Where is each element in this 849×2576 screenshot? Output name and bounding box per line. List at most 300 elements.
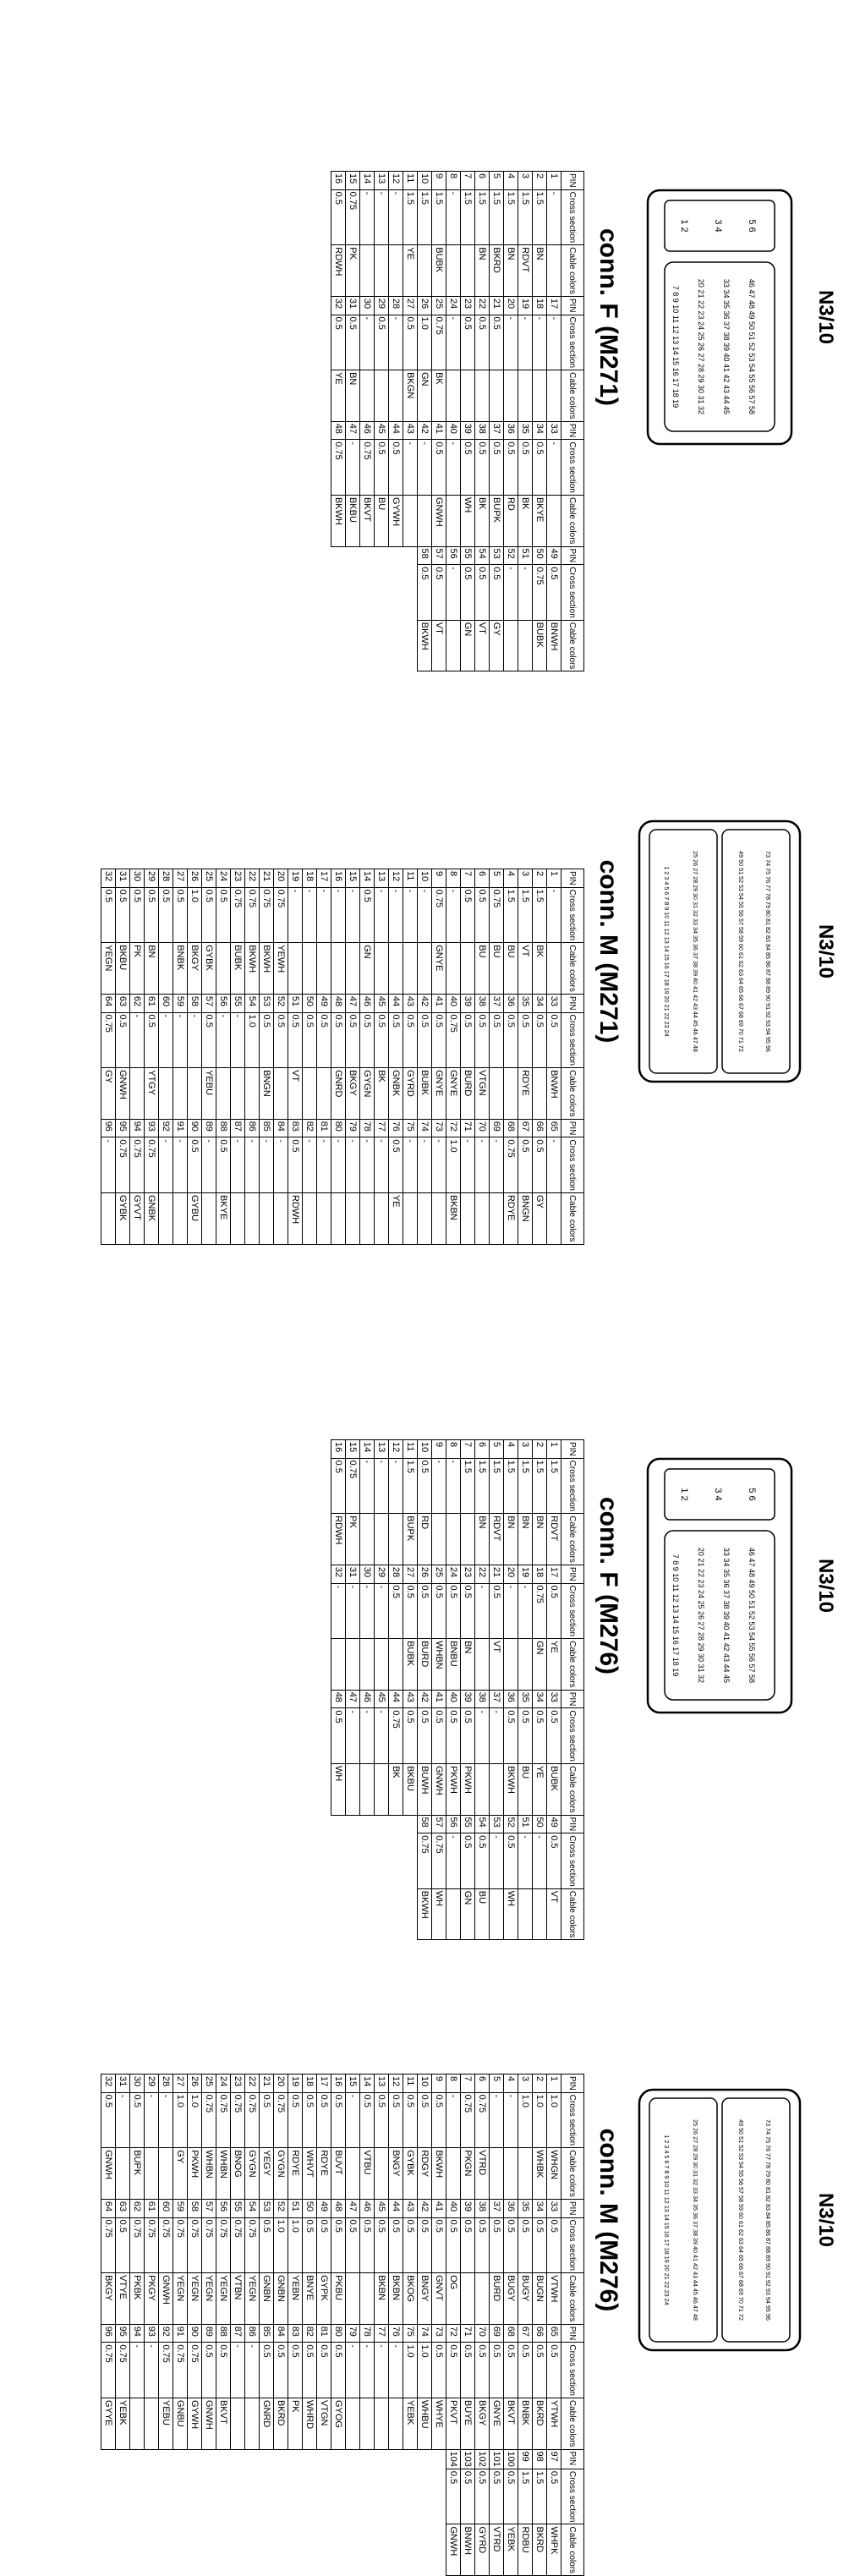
- pin-cell: 68: [504, 1119, 518, 1137]
- cable-color-cell: YEGN: [216, 2273, 231, 2325]
- cable-color-cell: [418, 245, 432, 297]
- cross-section-cell: 1.5: [490, 1458, 504, 1514]
- empty-cell: [202, 2449, 216, 2469]
- cable-color-cell: YEGN: [173, 2273, 188, 2325]
- cable-color-cell: BURD: [461, 1068, 475, 1120]
- cable-color-cell: [360, 1639, 375, 1691]
- cross-section-cell: -: [173, 1012, 188, 1068]
- column-header: Cross section: [561, 315, 584, 370]
- cable-color-cell: [346, 943, 360, 995]
- cross-section-cell: -: [446, 189, 461, 245]
- cable-color-cell: PKVT: [446, 2398, 461, 2449]
- pin-cell: 104: [446, 2449, 461, 2469]
- pin-cell: 26: [188, 2075, 202, 2093]
- cable-color-cell: [533, 370, 547, 422]
- cable-color-cell: [360, 245, 375, 297]
- pin-cell: 41: [432, 994, 446, 1012]
- cross-section-cell: -: [317, 1137, 331, 1193]
- cross-section-cell: 0.5: [274, 1012, 288, 1068]
- cross-section-cell: -: [159, 1012, 173, 1068]
- empty-cell: [245, 2469, 260, 2524]
- empty-cell: [403, 2449, 418, 2469]
- pin-cell: 17: [547, 296, 561, 315]
- table-row: [188, 869, 202, 1245]
- cross-section-cell: 0.5: [432, 2092, 446, 2148]
- cross-section-cell: 0.75: [216, 2092, 231, 2148]
- pin-cell: 10: [418, 2075, 432, 2093]
- cable-color-cell: BKBN: [446, 1192, 461, 1244]
- cross-section-cell: -: [346, 1708, 360, 1764]
- cross-section-cell: 0.5: [490, 1583, 504, 1639]
- pin-cell: 15: [346, 172, 360, 190]
- pin-cell: 22: [245, 869, 260, 888]
- cross-section-cell: 0.5: [403, 2092, 418, 2148]
- pin-cell: 50: [533, 1815, 547, 1833]
- section-header: N3/10: [814, 1558, 837, 1614]
- table-row: [418, 2075, 432, 2576]
- empty-cell: [288, 2524, 303, 2576]
- pin-cell: 71: [461, 1119, 475, 1137]
- cable-color-cell: BN: [145, 943, 159, 995]
- cable-color-cell: RDGY: [418, 2148, 432, 2200]
- pin-cell: 84: [274, 2324, 288, 2343]
- cross-section-cell: -: [216, 1012, 231, 1068]
- cable-color-cell: PKGY: [145, 2273, 159, 2325]
- cable-color-cell: [216, 1068, 231, 1120]
- cable-color-cell: [518, 2148, 533, 2200]
- table-row: [418, 172, 432, 671]
- cross-section-cell: -: [245, 2343, 260, 2398]
- cable-color-cell: VT: [490, 1639, 504, 1691]
- pin-cell: 14: [360, 869, 375, 888]
- pin-cell: 81: [317, 1119, 331, 1137]
- cable-color-cell: [346, 1639, 360, 1691]
- pin-cell: 39: [461, 1690, 475, 1708]
- cable-color-cell: BKWH: [260, 943, 274, 995]
- column-header: PIN: [561, 2075, 584, 2093]
- cable-color-cell: BNBU: [446, 1639, 461, 1691]
- table-row: [490, 2075, 504, 2576]
- pin-cell: 18: [303, 2075, 317, 2093]
- empty-cell: [375, 1815, 389, 1833]
- empty-cell: [346, 1815, 360, 1833]
- pin-cell: 83: [288, 1119, 303, 1137]
- cable-color-cell: BK: [533, 943, 547, 995]
- pin-cell: 34: [533, 1690, 547, 1708]
- cross-section-cell: 0.5: [331, 2217, 346, 2273]
- cable-color-cell: BU: [518, 1763, 533, 1815]
- cable-color-cell: RDWH: [331, 245, 346, 297]
- cable-color-cell: RDYE: [317, 2148, 331, 2200]
- pin-cell: 25: [432, 1565, 446, 1583]
- cable-color-cell: RDBU: [518, 2524, 533, 2576]
- cable-color-cell: [173, 1068, 188, 1120]
- cross-section-cell: 1.0: [173, 2092, 188, 2148]
- cross-section-cell: 0.5: [490, 315, 504, 370]
- cross-section-cell: 0.5: [518, 1137, 533, 1193]
- cable-color-cell: VT: [432, 620, 446, 671]
- cable-color-cell: [274, 1068, 288, 1120]
- cable-color-cell: PK: [130, 943, 145, 995]
- table-row: [245, 869, 260, 1245]
- cable-color-cell: GNWH: [116, 1068, 130, 1120]
- table-row: [375, 869, 389, 1245]
- pin-cell: 87: [231, 1119, 245, 1137]
- cable-color-cell: WH: [331, 1763, 346, 1815]
- cross-section-cell: 0.5: [360, 887, 375, 943]
- cable-color-cell: PKBU: [331, 2273, 346, 2325]
- cross-section-cell: 0.5: [145, 887, 159, 943]
- connector-pinout: [631, 182, 808, 452]
- pin-cell: 17: [317, 2075, 331, 2093]
- table-row: [446, 1440, 461, 1940]
- cross-section-cell: 0.75: [461, 2092, 475, 2148]
- pin-cell: 102: [475, 2449, 490, 2469]
- cross-section-cell: -: [331, 887, 346, 943]
- empty-cell: [231, 2469, 245, 2524]
- cable-color-cell: [547, 1192, 561, 1244]
- cable-color-cell: YE: [547, 1639, 561, 1691]
- pin-cell: 33: [547, 994, 561, 1012]
- pin-cell: 52: [504, 546, 518, 565]
- empty-cell: [389, 565, 403, 621]
- cross-section-cell: 0.5: [547, 1583, 561, 1639]
- pin-number-row: 1 2: [679, 219, 689, 233]
- pin-cell: 44: [389, 2199, 403, 2217]
- pin-cell: 23: [461, 296, 475, 315]
- empty-cell: [360, 2469, 375, 2524]
- cable-color-cell: [245, 1192, 260, 1244]
- cable-color-cell: YEGN: [101, 943, 116, 995]
- cross-section-cell: 1.0: [418, 315, 432, 370]
- column-header: Cable colors: [561, 245, 584, 297]
- empty-cell: [418, 2449, 432, 2469]
- cross-section-cell: 0.75: [202, 2217, 216, 2273]
- cross-section-cell: 0.5: [518, 1708, 533, 1764]
- table-row: [116, 2075, 130, 2576]
- cross-section-cell: 0.5: [389, 1137, 403, 1193]
- empty-cell: [245, 2524, 260, 2576]
- cable-color-cell: WHBN: [432, 1639, 446, 1691]
- pin-cell: 32: [331, 296, 346, 315]
- cross-section-cell: 0.5: [260, 2092, 274, 2148]
- pin-cell: 17: [547, 1565, 561, 1583]
- column-header: Cross section: [561, 2469, 584, 2524]
- pin-cell: 21: [260, 869, 274, 888]
- cross-section-cell: -: [475, 1708, 490, 1764]
- column-header: Cable colors: [561, 495, 584, 546]
- cross-section-cell: 0.75: [145, 1137, 159, 1193]
- cable-color-cell: VTWH: [547, 2273, 561, 2325]
- pin-cell: 20: [274, 869, 288, 888]
- cable-color-cell: [403, 1192, 418, 1244]
- pin-cell: 47: [346, 2199, 360, 2217]
- pin-cell: 19: [288, 869, 303, 888]
- cross-section-cell: 0.5: [216, 1137, 231, 1193]
- cable-color-cell: [360, 1192, 375, 1244]
- cross-section-cell: 0.5: [317, 2092, 331, 2148]
- cable-color-cell: RDVT: [490, 1514, 504, 1565]
- pin-cell: 45: [375, 994, 389, 1012]
- cable-color-cell: VTRD: [490, 2524, 504, 2576]
- table-row: [547, 869, 561, 1245]
- empty-cell: [360, 546, 375, 565]
- cross-section-cell: -: [547, 440, 561, 496]
- pin-cell: 41: [432, 2199, 446, 2217]
- cable-color-cell: BUPK: [490, 495, 504, 546]
- table-row: [533, 869, 547, 1245]
- cross-section-cell: 0.5: [260, 2217, 274, 2273]
- cable-color-cell: BUYE: [461, 2398, 475, 2449]
- cross-section-cell: 0.5: [375, 2092, 389, 2148]
- table-row: [360, 2075, 375, 2576]
- table-row: [303, 869, 317, 1245]
- pin-cell: 68: [504, 2324, 518, 2343]
- pin-cell: 69: [490, 2324, 504, 2343]
- table-row: [403, 1440, 418, 1940]
- section-header: N3/10: [814, 2192, 837, 2248]
- empty-cell: [274, 2469, 288, 2524]
- pin-cell: 74: [418, 1119, 432, 1137]
- cable-color-cell: YEGN: [245, 2273, 260, 2325]
- pin-number-row: 1 2: [679, 1488, 689, 1501]
- cross-section-cell: 1.5: [418, 189, 432, 245]
- pin-cell: 91: [173, 1119, 188, 1137]
- pin-cell: 20: [274, 2075, 288, 2093]
- pin-cell: 11: [403, 172, 418, 190]
- table-row: [274, 2075, 288, 2576]
- cross-section-cell: -: [389, 1458, 403, 1514]
- cross-section-cell: 0.75: [173, 2343, 188, 2398]
- cross-section-cell: 1.0: [446, 1137, 461, 1193]
- pin-cell: 56: [216, 2199, 231, 2217]
- cross-section-cell: 0.75: [101, 1012, 116, 1068]
- pin-cell: 22: [475, 1565, 490, 1583]
- cross-section-cell: 1.5: [461, 189, 475, 245]
- cross-section-cell: 0.5: [504, 440, 518, 496]
- cable-color-cell: RD: [418, 1514, 432, 1565]
- cable-color-cell: BN: [533, 245, 547, 297]
- pin-cell: 61: [145, 2199, 159, 2217]
- column-header: Cable colors: [561, 1888, 584, 1940]
- cross-section-cell: -: [547, 189, 561, 245]
- cross-section-cell: 1.5: [518, 189, 533, 245]
- cross-section-cell: 0.5: [461, 315, 475, 370]
- cable-color-cell: PK: [288, 2398, 303, 2449]
- cross-section-cell: 0.5: [490, 1012, 504, 1068]
- pin-cell: 7: [461, 1440, 475, 1459]
- cross-section-cell: 0.75: [432, 1833, 446, 1889]
- table-row: [504, 869, 518, 1245]
- cross-section-cell: 0.75: [418, 1833, 432, 1889]
- column-header: Cross section: [561, 1137, 584, 1193]
- cable-color-cell: [518, 370, 533, 422]
- cable-color-cell: [159, 2148, 173, 2200]
- cable-color-cell: BUBK: [533, 620, 547, 671]
- cable-color-cell: BKBU: [116, 943, 130, 995]
- pin-cell: 77: [375, 1119, 389, 1137]
- cable-color-cell: YEGN: [202, 2273, 216, 2325]
- cross-section-cell: 0.5: [288, 1012, 303, 1068]
- cable-color-cell: [245, 1068, 260, 1120]
- cable-color-cell: [389, 943, 403, 995]
- empty-cell: [317, 2524, 331, 2576]
- pin-cell: 18: [303, 869, 317, 888]
- cross-section-cell: -: [547, 1137, 561, 1193]
- pin-cell: 88: [216, 2324, 231, 2343]
- cross-section-cell: 0.5: [432, 440, 446, 496]
- pin-cell: 57: [432, 546, 446, 565]
- column-header: Cable colors: [561, 2273, 584, 2325]
- cross-section-cell: 0.75: [101, 2343, 116, 2398]
- cross-section-cell: 0.5: [101, 2092, 116, 2148]
- pin-cell: 26: [188, 869, 202, 888]
- cable-color-cell: BKWH: [331, 495, 346, 546]
- cable-color-cell: [375, 1639, 389, 1691]
- cross-section-cell: -: [490, 2092, 504, 2148]
- cross-section-cell: -: [446, 565, 461, 621]
- pin-cell: 94: [130, 2324, 145, 2343]
- pin-number-row: 5 6: [747, 219, 757, 233]
- pin-cell: 8: [446, 172, 461, 190]
- cable-color-cell: [159, 943, 173, 995]
- pin-cell: 64: [101, 994, 116, 1012]
- table-row: [403, 172, 418, 671]
- pin-cell: 54: [475, 546, 490, 565]
- pin-cell: 72: [446, 1119, 461, 1137]
- pin-cell: 49: [547, 546, 561, 565]
- connector-title: conn. F (M271): [594, 227, 622, 406]
- pin-cell: 28: [159, 869, 173, 888]
- cable-color-cell: RDWH: [288, 1192, 303, 1244]
- table-row: [331, 2075, 346, 2576]
- pin-cell: 20: [504, 296, 518, 315]
- section-header: N3/10: [814, 289, 837, 345]
- cross-section-cell: 0.5: [432, 565, 446, 621]
- cable-color-cell: BKRD: [533, 2398, 547, 2449]
- cross-section-cell: 1.5: [547, 1458, 561, 1514]
- table-row: [547, 2075, 561, 2576]
- cable-color-cell: BN: [518, 1514, 533, 1565]
- cable-color-cell: BKGY: [101, 2273, 116, 2325]
- table-row: [202, 869, 216, 1245]
- cross-section-cell: 1.0: [188, 887, 202, 943]
- pin-cell: 90: [188, 2324, 202, 2343]
- cross-section-cell: -: [145, 2343, 159, 2398]
- table-row: [260, 869, 274, 1245]
- cable-color-cell: GYBK: [403, 2148, 418, 2200]
- pin-number-row: 1 2 3 4 5 6 7 8 9 10 11 12 13 14 15 16 17 18 19 20 21 22 23 24: [663, 2135, 671, 2305]
- cable-color-cell: [389, 370, 403, 422]
- pin-cell: 37: [490, 1690, 504, 1708]
- pin-cell: 44: [389, 1690, 403, 1708]
- empty-cell: [389, 2524, 403, 2576]
- table-row: [101, 869, 116, 1245]
- cross-section-cell: 0.5: [288, 2343, 303, 2398]
- column-header: PIN: [561, 2199, 584, 2217]
- table-row: [432, 1440, 446, 1940]
- table-row: [303, 2075, 317, 2576]
- cross-section-cell: -: [274, 1137, 288, 1193]
- cross-section-cell: 1.5: [475, 189, 490, 245]
- cross-section-cell: 0.5: [130, 2092, 145, 2148]
- cable-color-cell: VTBU: [360, 2148, 375, 2200]
- pin-cell: 9: [432, 2075, 446, 2093]
- pin-cell: 35: [518, 2199, 533, 2217]
- cable-color-cell: BKVT: [504, 2398, 518, 2449]
- pin-cell: 8: [446, 869, 461, 888]
- column-header: PIN: [561, 2324, 584, 2343]
- cable-color-cell: BK: [375, 1068, 389, 1120]
- pin-cell: 31: [346, 296, 360, 315]
- cross-section-cell: -: [446, 887, 461, 943]
- pin-cell: 79: [346, 2324, 360, 2343]
- pin-cell: 3: [518, 869, 533, 888]
- cable-color-cell: [547, 495, 561, 546]
- cable-color-cell: GNVT: [432, 2273, 446, 2325]
- empty-cell: [360, 1833, 375, 1889]
- empty-cell: [260, 2449, 274, 2469]
- cable-color-cell: GYWH: [188, 2398, 202, 2449]
- cable-color-cell: VTGN: [317, 2398, 331, 2449]
- empty-cell: [360, 565, 375, 621]
- cable-color-cell: WHPK: [547, 2524, 561, 2576]
- pin-cell: 8: [446, 2075, 461, 2093]
- cross-section-cell: -: [360, 1458, 375, 1514]
- cable-color-cell: [389, 1514, 403, 1565]
- pin-cell: 57: [202, 994, 216, 1012]
- cable-color-cell: [504, 1639, 518, 1691]
- cross-section-cell: 0.5: [461, 2343, 475, 2398]
- pin-cell: 75: [403, 2324, 418, 2343]
- pin-cell: 84: [274, 1119, 288, 1137]
- pin-cell: 46: [360, 2199, 375, 2217]
- empty-cell: [389, 2449, 403, 2469]
- cross-section-cell: 0.5: [547, 1708, 561, 1764]
- pin-cell: 43: [403, 994, 418, 1012]
- empty-cell: [346, 2449, 360, 2469]
- empty-cell: [173, 2449, 188, 2469]
- cross-section-cell: 0.5: [418, 2217, 432, 2273]
- empty-cell: [331, 2449, 346, 2469]
- column-header: Cable colors: [561, 1639, 584, 1691]
- cross-section-cell: -: [346, 887, 360, 943]
- column-header: Cable colors: [561, 2398, 584, 2449]
- pin-cell: 89: [202, 1119, 216, 1137]
- cable-color-cell: [461, 2273, 475, 2325]
- pin-cell: 31: [116, 2075, 130, 2093]
- cable-color-cell: PKWH: [188, 2148, 202, 2200]
- cable-color-cell: BKWH: [418, 620, 432, 671]
- cable-color-cell: VT: [475, 620, 490, 671]
- table-row: [346, 1440, 360, 1940]
- table-row: [274, 869, 288, 1245]
- cable-color-cell: BUGN: [533, 2273, 547, 2325]
- empty-cell: [303, 2469, 317, 2524]
- table-row: [288, 2075, 303, 2576]
- pin-cell: 69: [490, 1119, 504, 1137]
- cross-section-cell: -: [389, 887, 403, 943]
- cross-section-cell: 1.5: [533, 189, 547, 245]
- cross-section-cell: 0.5: [461, 1583, 475, 1639]
- pin-cell: 16: [331, 869, 346, 888]
- pin-table: [331, 171, 584, 671]
- pin-cell: 6: [475, 1440, 490, 1459]
- cross-section-cell: 0.75: [231, 2092, 245, 2148]
- cross-section-cell: 0.5: [130, 887, 145, 943]
- cable-color-cell: [173, 1192, 188, 1244]
- pin-cell: 50: [303, 994, 317, 1012]
